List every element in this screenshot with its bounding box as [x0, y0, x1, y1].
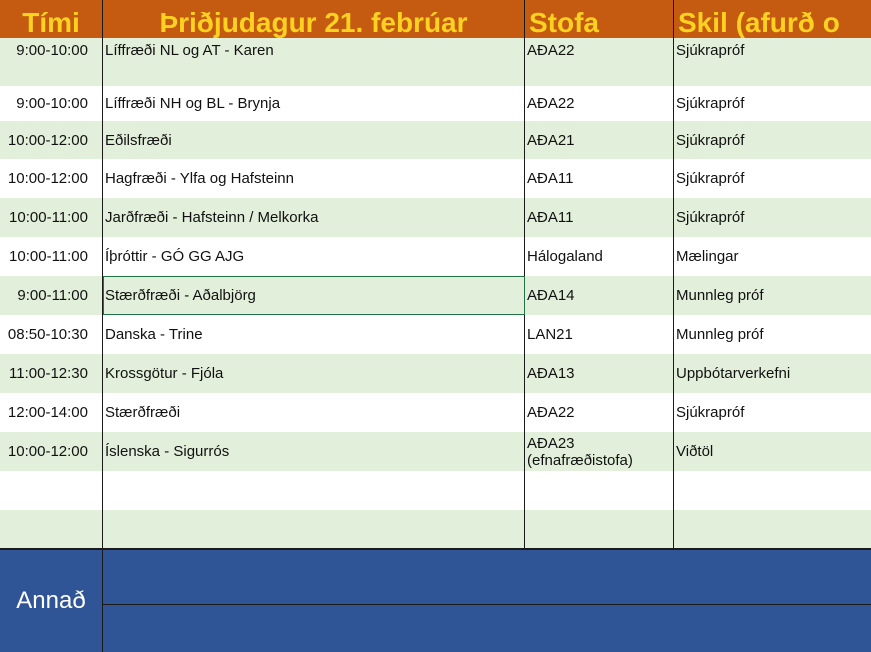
room-cell[interactable]: AÐA21 — [525, 121, 674, 159]
header-time[interactable]: Tími — [0, 0, 103, 38]
room-cell[interactable]: LAN21 — [525, 315, 674, 354]
deliverable-cell[interactable]: Viðtöl — [676, 443, 714, 460]
time-cell[interactable]: 08:50-10:30 — [0, 315, 103, 354]
deliverable-cell[interactable]: Munnleg próf — [676, 326, 764, 343]
room-cell[interactable]: AÐA11 — [525, 159, 674, 198]
selected-subject-cell[interactable]: Stærðfræði - Aðalbjörg — [103, 276, 525, 315]
deliverable-cell[interactable] — [674, 62, 871, 86]
subject-cell[interactable]: Íslenska - Sigurrós — [103, 432, 525, 471]
deliverable-cell[interactable]: Sjúkrapróf — [676, 170, 745, 187]
room-cell[interactable]: AÐA22 — [525, 86, 674, 121]
subject-cell[interactable]: Eðilsfræði — [103, 121, 525, 159]
room-cell[interactable]: AÐA23 (efnafræðistofa) — [525, 432, 674, 471]
table-row — [0, 62, 871, 87]
time-cell[interactable]: 10:00-11:00 — [0, 198, 103, 237]
subject-cell[interactable] — [103, 471, 525, 510]
time-cell[interactable]: 9:00-10:00 — [0, 86, 103, 121]
footer-label[interactable]: Annað — [0, 550, 103, 652]
table-row — [0, 237, 871, 277]
deliverable-cell[interactable]: Mælingar — [676, 248, 739, 265]
room-cell[interactable] — [525, 471, 674, 510]
footer-divider — [103, 604, 871, 605]
time-cell[interactable]: 11:00-12:30 — [0, 354, 103, 393]
time-cell[interactable]: 12:00-14:00 — [0, 393, 103, 432]
header-deliverable[interactable]: Skil (afurð o — [678, 7, 840, 38]
room-cell[interactable] — [525, 62, 674, 86]
deliverable-cell[interactable]: Sjúkrapróf — [676, 131, 745, 149]
subject-cell[interactable]: Krossgötur - Fjóla — [103, 354, 525, 393]
deliverable-cell[interactable]: Sjúkrapróf — [676, 95, 745, 112]
room-cell[interactable]: AÐA11 — [525, 198, 674, 237]
subject-cell[interactable] — [103, 510, 525, 548]
deliverable-cell[interactable]: Uppbótarverkefni — [676, 365, 791, 382]
table-row — [0, 432, 871, 472]
table-row — [0, 86, 871, 122]
table-row — [0, 276, 871, 316]
table-row — [0, 198, 871, 238]
time-cell[interactable]: 10:00-12:00 — [0, 159, 103, 198]
time-cell[interactable] — [0, 62, 103, 86]
deliverable-cell[interactable] — [674, 510, 871, 548]
subject-cell[interactable] — [103, 62, 525, 86]
room-cell[interactable]: AÐA13 — [525, 354, 674, 393]
subject-cell[interactable]: Stærðfræði — [103, 393, 525, 432]
table-row — [0, 121, 871, 160]
deliverable-cell[interactable]: Sjúkrapróf — [676, 41, 745, 59]
table-row — [0, 315, 871, 355]
room-cell[interactable] — [525, 510, 674, 548]
room-cell[interactable]: AÐA22 — [525, 393, 674, 432]
subject-cell[interactable]: Íþróttir - GÓ GG AJG — [103, 237, 525, 276]
subject-cell[interactable]: Líffræði NL og AT - Karen — [103, 38, 525, 62]
header-room[interactable]: Stofa — [525, 0, 674, 38]
table-row — [0, 471, 871, 511]
time-cell[interactable] — [0, 510, 103, 548]
time-cell[interactable]: 10:00-11:00 — [0, 237, 103, 276]
table-row — [0, 159, 871, 199]
table-row — [0, 510, 871, 548]
table-row — [0, 38, 871, 63]
deliverable-cell[interactable]: Sjúkrapróf — [676, 404, 745, 421]
time-cell[interactable]: 10:00-12:00 — [0, 432, 103, 471]
time-cell[interactable]: 9:00-11:00 — [0, 276, 103, 315]
time-cell[interactable] — [0, 471, 103, 510]
room-cell[interactable]: AÐA22 — [525, 38, 674, 62]
deliverable-cell[interactable]: Munnleg próf — [676, 287, 764, 304]
deliverable-cell[interactable] — [674, 471, 871, 510]
footer-section — [0, 548, 871, 652]
subject-cell[interactable]: Hagfræði - Ylfa og Hafsteinn — [103, 159, 525, 198]
subject-cell[interactable]: Jarðfræði - Hafsteinn / Melkorka — [103, 198, 525, 237]
time-cell[interactable]: 9:00-10:00 — [0, 38, 103, 62]
subject-cell[interactable]: Danska - Trine — [103, 315, 525, 354]
table-row — [0, 393, 871, 433]
table-row — [0, 354, 871, 394]
subject-cell[interactable]: Líffræði NH og BL - Brynja — [103, 86, 525, 121]
room-cell[interactable]: AÐA14 — [525, 276, 674, 315]
deliverable-cell[interactable]: Sjúkrapróf — [676, 209, 745, 226]
header-row — [0, 0, 871, 40]
header-subject[interactable]: Þriðjudagur 21. febrúar — [103, 0, 525, 38]
room-cell[interactable]: Hálogaland — [525, 237, 674, 276]
time-cell[interactable]: 10:00-12:00 — [0, 121, 103, 159]
